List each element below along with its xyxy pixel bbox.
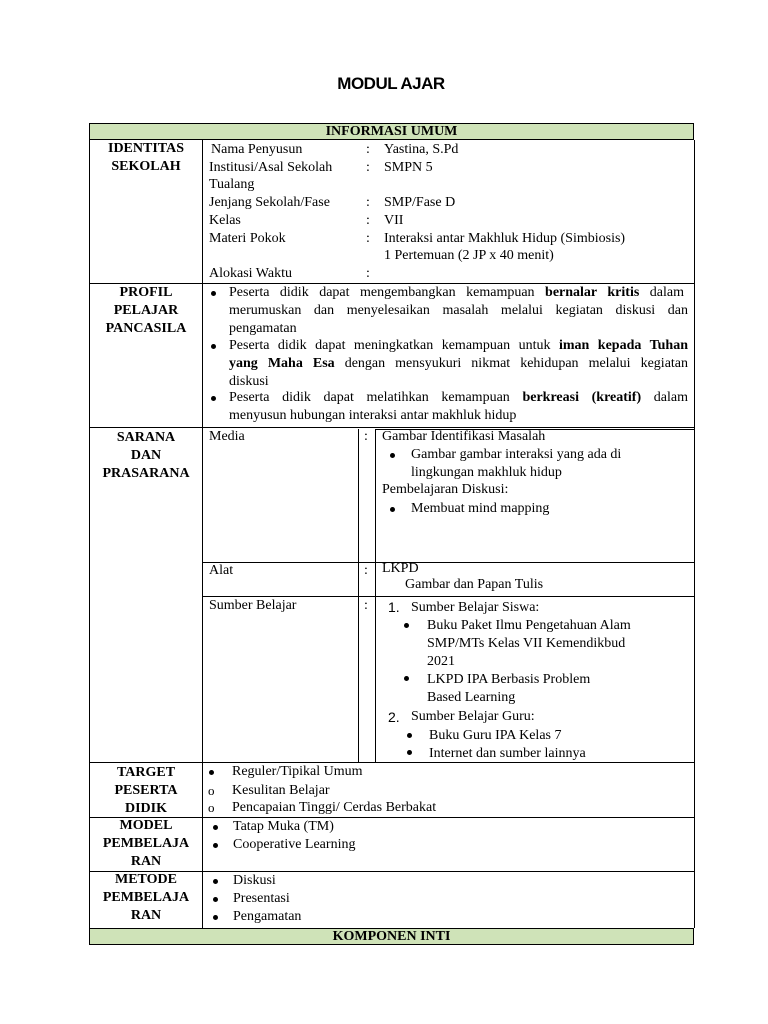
media-key: Media <box>209 429 245 444</box>
alat-line: LKPD <box>382 561 419 576</box>
bullet-icon <box>213 825 218 830</box>
identitas-sep: : <box>366 142 370 157</box>
sumber-key: Sumber Belajar <box>209 598 297 613</box>
metode-item: Presentasi <box>233 891 290 906</box>
media-line: lingkungan makhluk hidup <box>411 465 562 480</box>
metode-item: Diskusi <box>233 873 276 888</box>
bullet-icon <box>213 915 218 920</box>
identitas-key: Alokasi Waktu <box>209 266 292 281</box>
profil-line: merumuskan dan menyelesaikan masalah melalui kegiatan diskusi dan <box>229 303 688 318</box>
media-line: Gambar gambar interaksi yang ada di <box>411 447 622 462</box>
target-item: Reguler/Tipikal Umum <box>232 764 363 779</box>
alat-sep: : <box>364 563 368 578</box>
profil-line: Peserta didik dapat meningkatkan kemampuan untuk iman kepada Tuhan <box>229 338 688 353</box>
sumber-line: 2021 <box>427 654 455 669</box>
media-sep: : <box>364 429 368 444</box>
media-line: Gambar Identifikasi Masalah <box>382 429 546 444</box>
metode-item: Pengamatan <box>233 909 302 924</box>
sumber-line: Based Learning <box>427 690 516 705</box>
table-border-right <box>694 140 695 928</box>
identitas-sep: : <box>366 195 370 210</box>
row-divider <box>89 762 694 763</box>
alat-key: Alat <box>209 563 234 578</box>
identitas-value: SMPN 5 <box>384 160 433 175</box>
circle-bullet-icon: o <box>208 783 215 798</box>
bullet-icon <box>211 396 216 401</box>
section-header-komponen-inti: KOMPONEN INTI <box>89 928 694 945</box>
target-item: Kesulitan Belajar <box>232 783 330 798</box>
page-title: MODUL AJAR <box>337 74 445 93</box>
sumber-line: LKPD IPA Berbasis Problem <box>427 672 591 687</box>
model-item: Tatap Muka (TM) <box>233 819 334 834</box>
bullet-icon <box>211 344 216 349</box>
sarana-label: SARANA DAN PRASARANA <box>102 430 190 481</box>
bullet-icon <box>213 879 218 884</box>
bullet-icon <box>407 733 412 738</box>
metode-label: METODE PEMBELAJA RAN <box>102 872 190 923</box>
sumber-sep: : <box>364 598 368 613</box>
identitas-sep: : <box>366 160 370 175</box>
identitas-value: VII <box>384 213 404 228</box>
identitas-label: IDENTITAS SEKOLAH <box>108 141 184 174</box>
identitas-key: Nama Penyusun <box>211 142 303 157</box>
bullet-icon <box>407 750 412 755</box>
table-column-divider <box>202 140 203 928</box>
profil-line: Peserta didik dapat melatihkan kemampuan berkreasi (kreatif) dalam <box>229 390 689 405</box>
media-line: Pembelajaran Diskusi: <box>382 482 509 497</box>
profil-line: yang Maha Esa dengan mensyukuri nikmat kehidupan melalui kegiatan <box>229 356 689 371</box>
sarana-line <box>202 562 694 563</box>
model-item: Cooperative Learning <box>233 837 356 852</box>
target-item: Pencapaian Tinggi/ Cerdas Berbakat <box>232 800 437 815</box>
bullet-icon <box>213 897 218 902</box>
bullet-icon <box>390 453 395 458</box>
identitas-value: SMP/Fase D <box>384 195 456 210</box>
bullet-icon <box>209 770 214 775</box>
profil-line: Peserta didik dapat mengembangkan kemampuan bernalar kritis dalam <box>229 285 684 300</box>
model-label: MODEL PEMBELAJA RAN <box>102 818 190 869</box>
identitas-sep: : <box>366 213 370 228</box>
identitas-key: Materi Pokok <box>209 231 286 246</box>
bullet-icon <box>404 676 409 681</box>
profil-line: menyusun hubungan interaksi antar makhluk hidup <box>229 408 517 423</box>
identitas-key: Jenjang Sekolah/Fase <box>209 195 330 210</box>
bullet-icon <box>211 291 216 296</box>
sumber-line: SMP/MTs Kelas VII Kemendikbud <box>427 636 626 651</box>
alat-line: Gambar dan Papan Tulis <box>405 577 544 592</box>
identitas-key: Tualang <box>209 177 255 192</box>
bullet-icon <box>390 507 395 512</box>
sumber-line: Sumber Belajar Guru: <box>411 709 535 724</box>
section-header-informasi-umum: INFORMASI UMUM <box>89 123 694 140</box>
identitas-value: 1 Pertemuan (2 JP x 40 menit) <box>384 248 554 263</box>
identitas-value: Yastina, S.Pd <box>384 142 459 157</box>
identitas-sep: : <box>366 231 370 246</box>
sumber-line: Buku Paket Ilmu Pengetahuan Alam <box>427 618 631 633</box>
bullet-icon <box>404 623 409 628</box>
media-line: Membuat mind mapping <box>411 501 550 516</box>
list-number: 2. <box>388 709 400 725</box>
identitas-key: Institusi/Asal Sekolah <box>209 160 333 175</box>
list-number: 1. <box>388 599 400 615</box>
identitas-key: Kelas <box>209 213 241 228</box>
sumber-line: Buku Guru IPA Kelas 7 <box>429 728 562 743</box>
target-label: TARGET PESERTA DIDIK <box>114 765 178 816</box>
circle-bullet-icon: o <box>208 800 215 815</box>
profil-line: diskusi <box>229 374 269 389</box>
identitas-sep: : <box>366 266 370 281</box>
sumber-line: Sumber Belajar Siswa: <box>411 600 540 615</box>
sumber-line: Internet dan sumber lainnya <box>429 746 586 761</box>
profil-label: PROFIL PELAJAR PANCASILA <box>105 285 187 336</box>
identitas-value: Interaksi antar Makhluk Hidup (Simbiosis) <box>384 231 626 246</box>
bullet-icon <box>213 843 218 848</box>
profil-line: pengamatan <box>229 321 297 336</box>
